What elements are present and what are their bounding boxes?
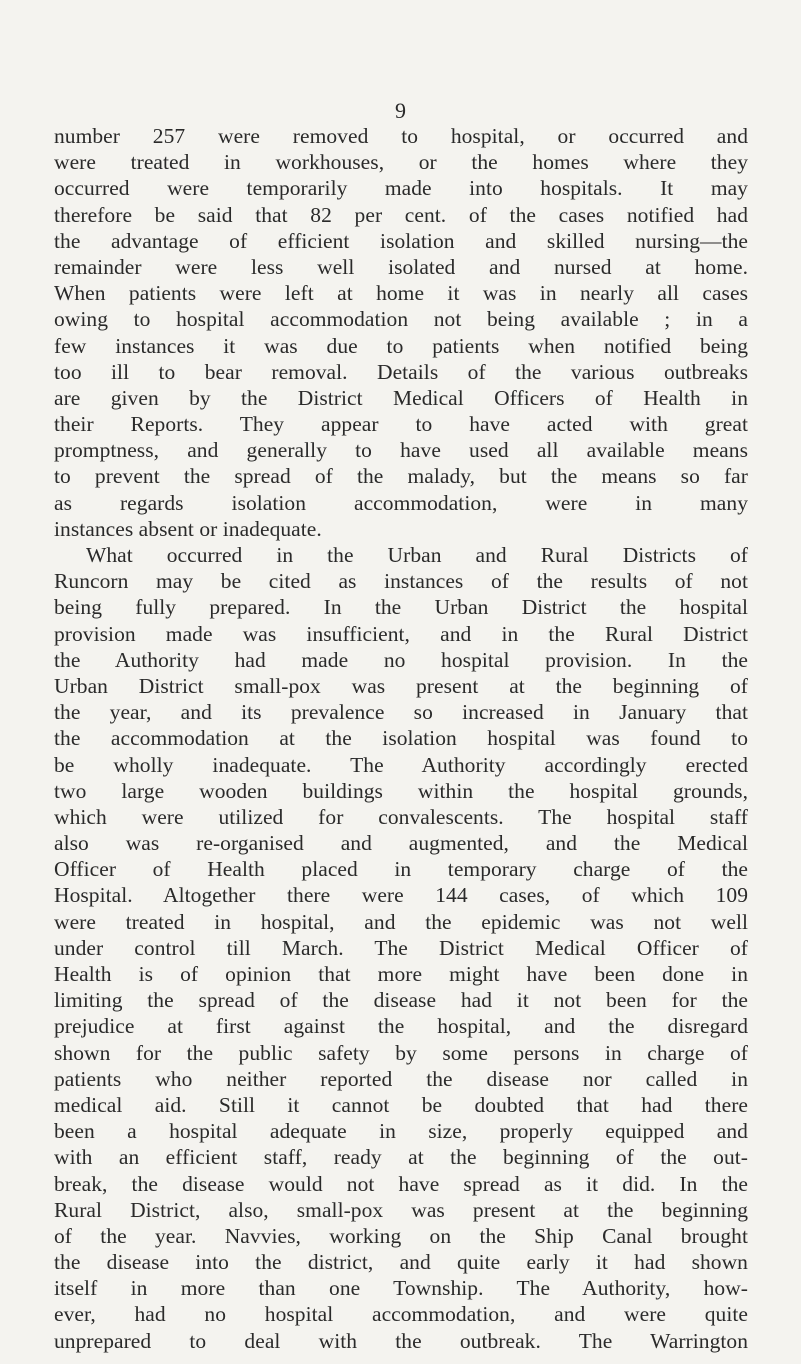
text-line: Urban District small-pox was present at the beginning of (54, 673, 748, 698)
text-line: few instances it was due to patients when notified being (54, 333, 748, 358)
text-line: patients who neither reported the disease nor called in (54, 1066, 748, 1091)
text-line: provision made was insufficient, and in the Rural District (54, 621, 748, 646)
text-line: the accommodation at the isolation hospital was found to (54, 726, 748, 751)
text-line: Rural District, also, small-pox was present at the beginning (54, 1197, 748, 1222)
text-line: the Authority had made no hospital provision. In the (54, 647, 748, 672)
text-line: also was re-organised and augmented, and the Medical (54, 831, 748, 856)
text-line: were treated in hospital, and the epidemic was not well (54, 909, 748, 934)
text-line: were treated in workhouses, or the homes where they (54, 150, 748, 175)
text-line: medical aid. Still it cannot be doubted that had there (54, 1092, 748, 1117)
text-line: with an efficient staff, ready at the beginning of the out- (54, 1145, 748, 1170)
text-line: which were utilized for convalescents. The hospital staff (54, 804, 748, 829)
text-line: Runcorn may be cited as instances of the results of not (54, 569, 748, 594)
text-line: be wholly inadequate. The Authority accordingly erected (54, 752, 748, 777)
text-line: promptness, and generally to have used all available means (54, 438, 748, 463)
text-line: occurred were temporarily made into hospitals. It may (54, 176, 748, 201)
text-line: Hospital. Altogether there were 144 cases, of which 109 (54, 883, 748, 908)
text-line: itself in more than one Township. The Authority, how- (54, 1276, 748, 1301)
text-line: unprepared to deal with the outbreak. The Warrington (54, 1328, 748, 1353)
text-line: shown for the public safety by some persons in charge of (54, 1040, 748, 1065)
text-line: as regards isolation accommodation, were in many (54, 490, 748, 515)
page-number: 9 (395, 98, 406, 123)
text-line: the advantage of efficient isolation and skilled nursing—the (54, 228, 748, 253)
text-line: prejudice at first against the hospital, and the disregard (54, 1014, 748, 1039)
text-line: owing to hospital accommodation not being available ; in a (54, 307, 748, 332)
text-line: being fully prepared. In the Urban District the hospital (54, 595, 748, 620)
text-line: Health is of opinion that more might have been done in (54, 962, 748, 986)
text-line: under control till March. The District Medical Officer of (54, 935, 748, 960)
text-line: What occurred in the Urban and Rural Districts of (86, 543, 748, 567)
text-line: been a hospital adequate in size, properly equipped and (54, 1119, 748, 1144)
text-line: the disease into the district, and quite early it had shown (54, 1250, 748, 1275)
text-line: number 257 were removed to hospital, or occurred and (54, 124, 748, 148)
text-line: of the year. Navvies, working on the Ship Canal brought (54, 1223, 748, 1248)
text-line: break, the disease would not have spread as it did. In the (54, 1171, 748, 1196)
text-line: remainder were less well isolated and nursed at home. (54, 254, 748, 279)
text-line: too ill to bear removal. Details of the various outbreaks (54, 359, 748, 384)
body-text (54, 123, 748, 1354)
text-line: two large wooden buildings within the hospital grounds, (54, 778, 748, 803)
text-line: ever, had no hospital accommodation, and were quite (54, 1302, 748, 1327)
text-line: their Reports. They appear to have acted with great (54, 412, 748, 437)
text-line: the year, and its prevalence so increased in January that (54, 700, 748, 725)
text-line: limiting the spread of the disease had it not been for the (54, 988, 748, 1013)
text-line: instances absent or inadequate. (54, 516, 322, 541)
text-line: therefore be said that 82 per cent. of the cases notified had (54, 202, 748, 227)
text-line: are given by the District Medical Officers of Health in (54, 385, 748, 410)
text-line: to prevent the spread of the malady, but the means so far (54, 464, 748, 489)
text-line: Officer of Health placed in temporary charge of the (54, 857, 748, 882)
text-line: When patients were left at home it was in nearly all cases (54, 281, 748, 306)
